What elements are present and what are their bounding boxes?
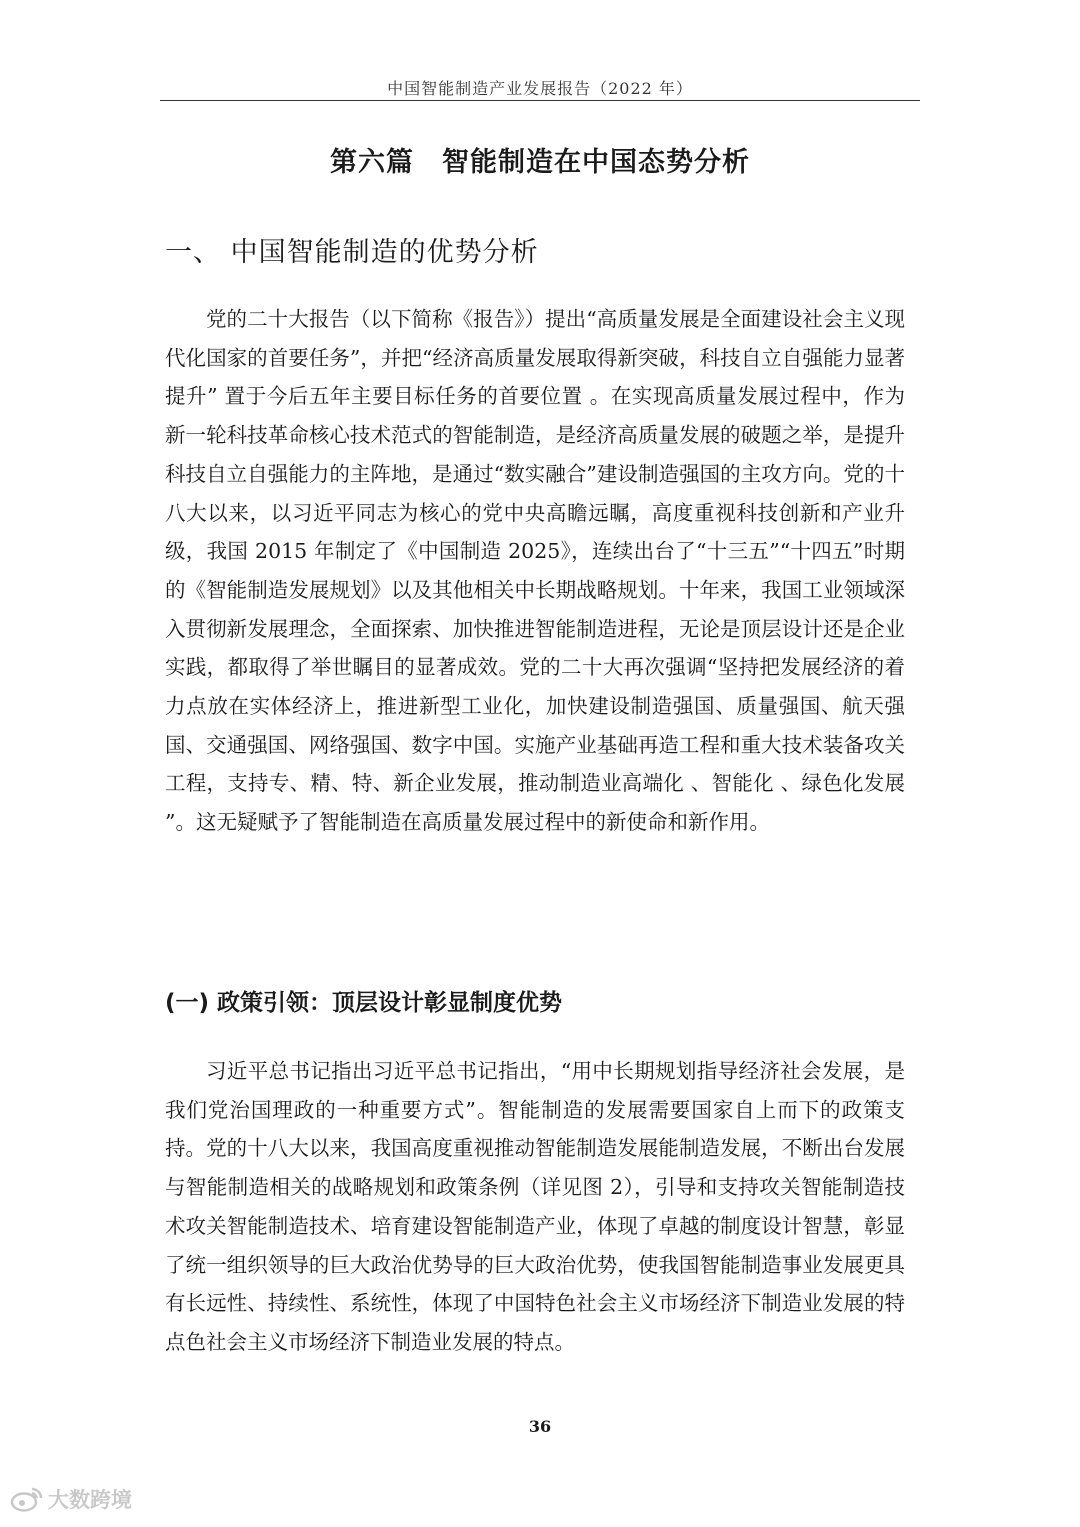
watermark (10, 1484, 132, 1514)
header-divider (160, 100, 920, 101)
body-paragraph-1: 党的二十大报告（以下简称《报告》）提出“高质量发展是全面建设社会主义现代化国家的首要任务”，并把“经济高质量发展取得新突破，科技自立自强能力显著提升” 置于今后五年主要目标任务的首要位置 。在实现高质量发展过程中，作为新一轮科技革命核心技术范式的智能制造，是经济高质量发展的破题之举，是提升科技自立自强能力的主阵地，是通过“数实融合”建设制造强国的主攻方向。党的十八大以来，以习近平同志为核心的党中央高瞻远瞩，高度重视科技创新和产业升级，我国 2015 年制定了《中国制造 2025》，连续出台了“十三五”“十四五”时期的《智能制造发展规划》以及其他相关中长期战略规划。十年来，我国工业领域深入贯彻新发展理念，全面探索、加快推进智能制造进程，无论是顶层设计还是企业实践，都取得了举世瞩目的显著成效。党的二十大再次强调“坚持把发展经济的着力点放在实体经济上，推进新型工业化，加快建设制造强国、质量强国、航天强国、交通强国、网络强国、数字中国。实施产业基础再造工程和重大技术装备攻关工程，支持专、精、特、新企业发展，推动制造业高端化 、智能化 、绿色化发展 ”。这无疑赋予了智能制造在高质量发展过程中的新使命和新作用。 (165, 307, 905, 835)
weibo-icon (10, 1485, 44, 1513)
subsection-heading: (一) 政策引领：顶层设计彰显制度优势 (165, 990, 563, 1016)
chapter-title: 第六篇 智能制造在中国态势分析 (330, 147, 750, 178)
page-number: 36 (528, 1417, 552, 1436)
running-header: 中国智能制造产业发展报告（2022 年） (387, 79, 693, 98)
body-paragraph-2: 习近平总书记指出习近平总书记指出，“用中长期规划指导经济社会发展，是我们党治国理政的一种重要方式”。智能制造的发展需要国家自上而下的政策支持。党的十八大以来，我国高度重视推动智能制造发展能制造发展，不断出台发展与智能制造相关的战略规划和政策条例（详见图 2），引导和支持攻关智能制造技术攻关智能制造技术、培育建设智能制造产业，体现了卓越的制度设计智慧，彰显了统一组织领导的巨大政治优势导的巨大政治优势，使我国智能制造事业发展更具有长远性、持续性、系统性，体现了中国特色社会主义市场经济下制造业发展的特点色社会主义市场经济下制造业发展的特点。 (165, 1059, 905, 1354)
section-heading: 一、 中国智能制造的优势分析 (165, 237, 539, 268)
watermark-text: 大数跨境 (48, 1488, 132, 1512)
